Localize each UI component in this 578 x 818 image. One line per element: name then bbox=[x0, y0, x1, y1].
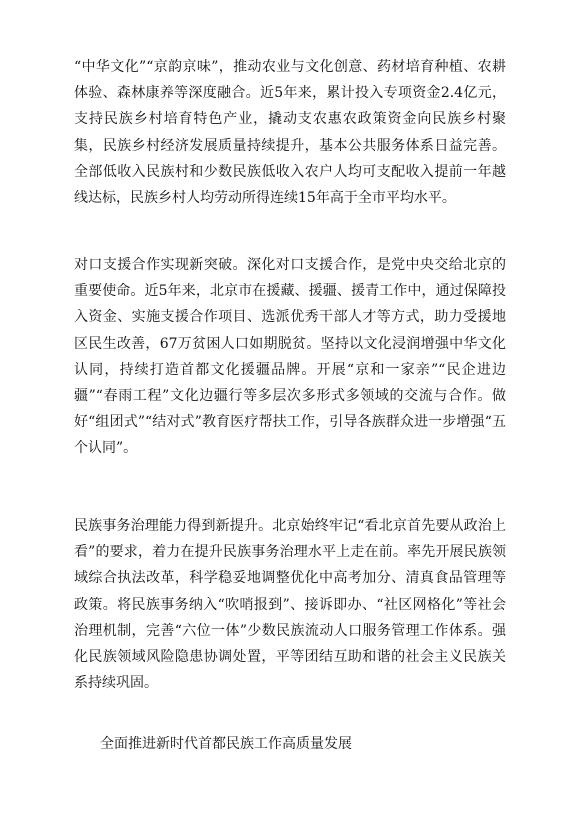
paragraph-ethnic-affairs-governance: 民族事务治理能力得到新提升。北京始终牢记“看北京首先要从政治上看”的要求，着力在提升民族事务治理水平上走在前。率先开展民族领域综合执法改革，科学稳妥地调整优化中高考加分、清真食品管理等政策。将民族事务纳入“吹哨报到”、接诉即办、“社区网格化”等社会治理机制，完善“六位一体”少数民族流动人口服务管理工作体系。强化民族领域风险隐患协调处置，平等团结互助和谐的社会主义民族关系持续巩固。 bbox=[74, 518, 506, 692]
paragraph-rural-development: “中华文化”“京韵京味”，推动农业与文化创意、药材培育种植、农耕体验、森林康养等深度融合。近5年来，累计投入专项资金2.4亿元，支持民族乡村培育特色产业，撬动支农惠农政策资金向民族乡村聚集，民族乡村经济发展质量持续提升，基本公共服务体系日益完善。全部低收入民族村和少数民族低收入农户人均可支配收入提前一年越线达标，民族乡村人均劳动所得连续15年高于全市平均水平。 bbox=[74, 59, 506, 207]
section-heading: 全面推进新时代首都民族工作高质量发展 bbox=[100, 736, 352, 752]
paragraph-paired-assistance: 对口支援合作实现新突破。深化对口支援合作，是党中央交给北京的重要使命。近5年来，北京市在援藏、援疆、援青工作中，通过保障投入资金、实施支援合作项目、选派优秀干部人才等方式，助力受援地区民生改善，67万贫困人口如期脱贫。坚持以文化浸润增强中华文化认同，持续打造首都文化援疆品牌。开展“京和一家亲”“民企进边疆”“春雨工程”文化边疆行等多层次多形式多领域的交流与合作。做好“组团式”“结对式”教育医疗帮扶工作，引导各族群众进一步增强“五个认同”。 bbox=[74, 257, 506, 457]
